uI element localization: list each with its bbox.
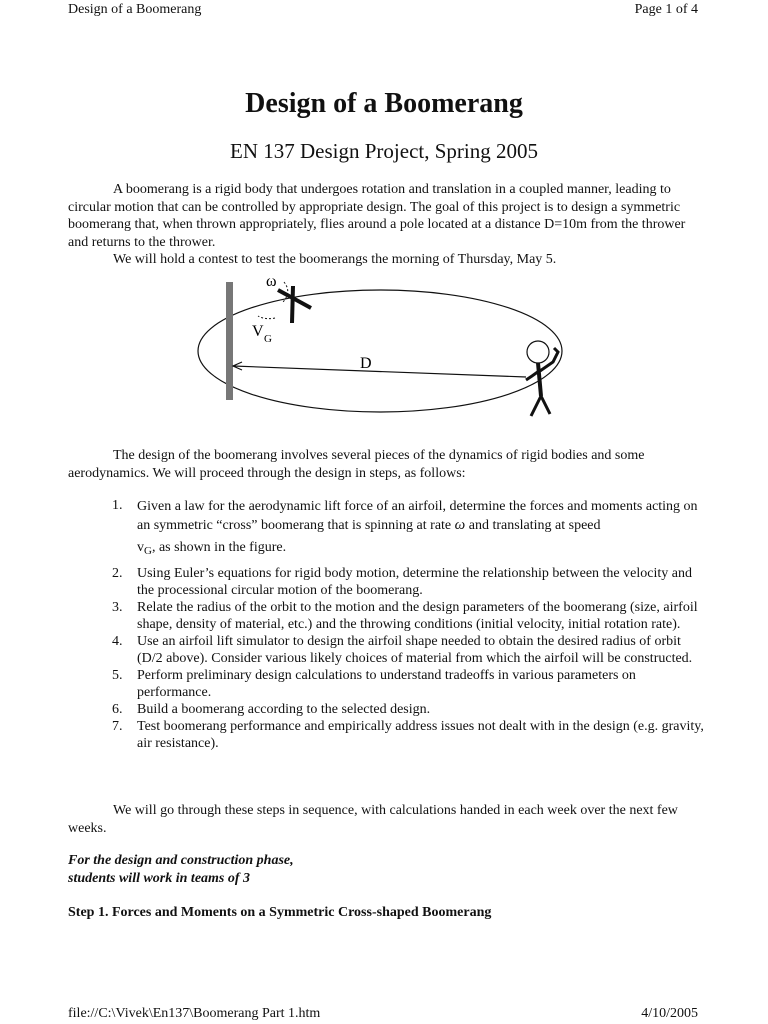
boomerang-cross [278, 286, 311, 323]
design-intro-paragraph: The design of the boomerang involves several pieces of the dynamics of rigid bodies and some aerodynamics. We will proceed through the design in steps, as follows: [68, 448, 645, 481]
list-item [112, 701, 708, 718]
step-text: Given a law for the aerodynamic lift force of an airfoil, determine the forces and moments acting on an symmetric “cross” boomerang that is spinning at rate [137, 499, 698, 533]
step-number: 7. [112, 719, 123, 734]
page-title: Design of a Boomerang [245, 88, 523, 119]
page-subtitle: EN 137 Design Project, Spring 2005 [230, 139, 538, 163]
design-steps-list [112, 497, 708, 752]
orbit-ellipse [198, 290, 562, 412]
omega-label: ω [266, 273, 277, 290]
velocity-subscript: G [264, 333, 272, 345]
step-text: Perform preliminary design calculations to understand tradeoffs in various parameters on performance. [137, 668, 636, 700]
step-number: 4. [112, 634, 123, 649]
pole [226, 282, 233, 400]
list-item [112, 718, 708, 752]
list-item [112, 565, 708, 599]
header-doc-title: Design of a Boomerang [68, 2, 202, 17]
step-text: and translating at speed [465, 518, 601, 533]
team-note-line: For the design and construction phase, [68, 853, 294, 868]
header-page-number: Page 1 of 4 [634, 2, 698, 17]
sequence-paragraph: We will go through these steps in sequence, with calculations handed in each week over the next few weeks. [68, 803, 678, 836]
step-number: 3. [112, 600, 123, 615]
list-item [112, 667, 708, 701]
step-number: 5. [112, 668, 123, 683]
step-text: Using Euler’s equations for rigid body motion, determine the relationship between the velocity and the processional circular motion of the boomerang. [137, 566, 692, 598]
step-number: 2. [112, 566, 123, 581]
footer-date: 4/10/2005 [641, 1006, 698, 1021]
step-text: Use an airfoil lift simulator to design the airfoil shape needed to obtain the desired radius of orbit (D/2 above). Consider various likely choices of material from which the airfoil will be constructed. [137, 634, 693, 666]
list-item [112, 633, 708, 667]
omega-symbol: ω [454, 517, 466, 533]
team-note-line: students will work in teams of 3 [68, 870, 251, 886]
velocity-subscript: G [144, 545, 152, 557]
step-text: Test boomerang performance and empirically address issues not dealt with in the design (e.g. gravity, air resistance). [137, 719, 704, 751]
step-text: Relate the radius of the orbit to the motion and the design parameters of the boomerang (size, airfoil shape, density of material, etc.) and the throwing conditions (initial velocity, initial rotation rate). [137, 600, 698, 632]
distance-line [233, 366, 526, 377]
distance-label: D [360, 355, 372, 372]
step-number: 1. [112, 498, 123, 513]
section-heading: Step 1. Forces and Moments on a Symmetric Cross-shaped Boomerang [68, 905, 492, 920]
list-item [112, 497, 708, 560]
step-text: Build a boomerang according to the selected design. [137, 702, 431, 717]
velocity-arrow [258, 316, 275, 319]
boomerang-orbit-figure [190, 268, 580, 424]
team-note [68, 852, 294, 887]
velocity-label: V [252, 323, 264, 340]
footer-file-path: file://C:\Vivek\En137\Boomerang Part 1.htm [68, 1006, 321, 1021]
velocity-symbol: v [137, 540, 144, 555]
list-item [112, 599, 708, 633]
intro-paragraph: A boomerang is a rigid body that undergoes rotation and translation in a coupled manner, leading to circular motion that can be controlled by appropriate design. The goal of this project is to design a symmetric boomerang that, when thrown appropriately, flies around a pole located at a distance D=10m from the thrower and returns to the thrower. [68, 182, 686, 250]
step-text: , as shown in the figure. [151, 540, 287, 555]
step-number: 6. [112, 702, 123, 717]
contest-paragraph: We will hold a contest to test the boomerangs the morning of Thursday, May 5. [113, 252, 557, 267]
